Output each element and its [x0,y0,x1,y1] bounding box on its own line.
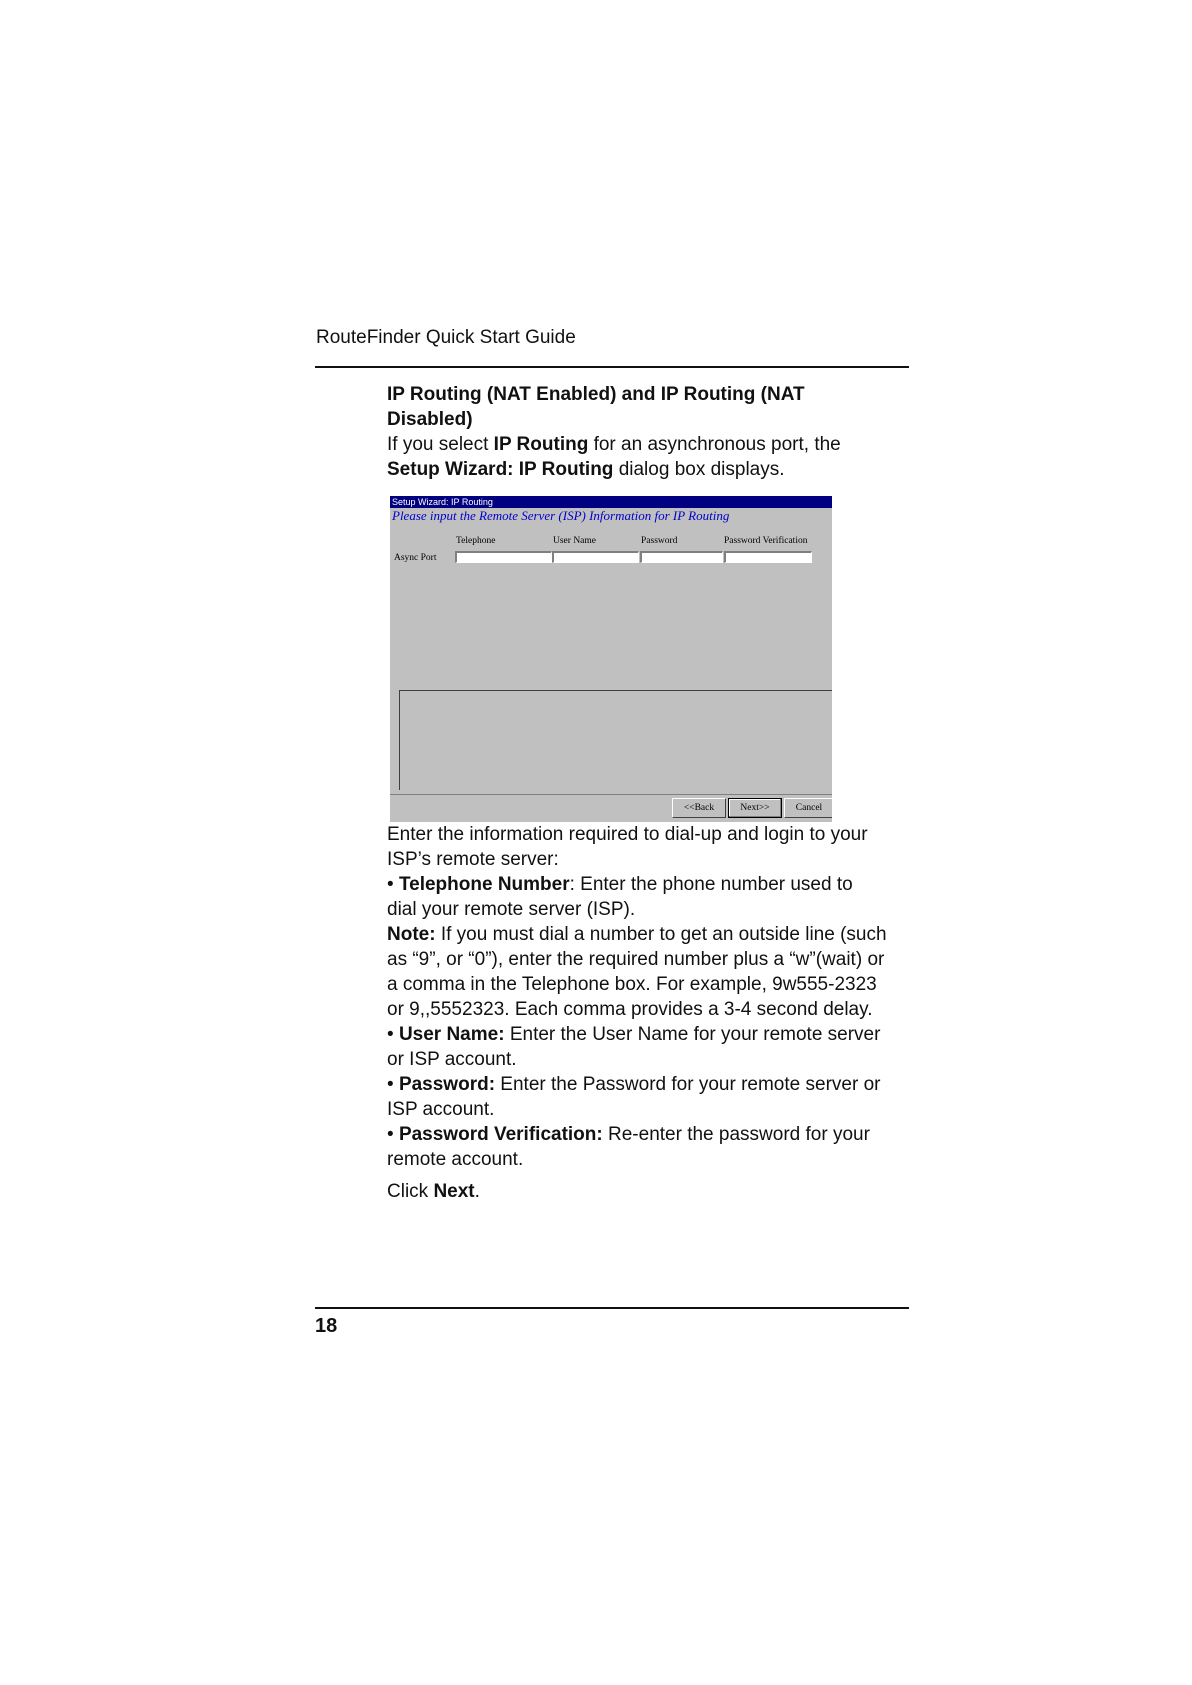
password-verification-item [387,1122,917,1172]
click-end: . [474,1181,480,1202]
telephone-field[interactable] [455,551,552,563]
section-heading-line2: Disabled) [387,409,473,430]
section-intro [387,432,917,482]
user-name-field[interactable] [552,551,639,563]
user-name-item [387,1022,917,1072]
click-next-instruction [387,1179,917,1204]
telephone-number-item [387,872,917,922]
intro-text: for an asynchronous port, the [588,434,841,455]
user-name-text: Enter the User Name for your remote server [504,1024,881,1045]
page-number: 18 [315,1315,338,1337]
dialog-info-panel [399,690,832,790]
column-label-telephone: Telephone [456,536,496,546]
next-button[interactable]: Next>> [728,798,782,818]
bullet: • [387,874,399,895]
note-line3: a comma in the Telephone box. For example, 9w555-2323 [387,974,877,995]
setup-wizard-dialog [390,496,832,822]
cancel-button[interactable]: Cancel [784,798,832,818]
password-verification-label: Password Verification: [398,1124,603,1145]
telephone-number-text-cont: dial your remote server (ISP). [387,899,636,920]
bullet: • [387,1074,399,1095]
bullet: • [387,1024,399,1045]
password-verification-text: Re-enter the password for your [602,1124,870,1145]
password-item [387,1072,917,1122]
header-divider [315,366,909,368]
click-text: Click [387,1181,434,1202]
bullet: • [387,1124,399,1145]
telephone-number-label: Telephone Number [398,874,570,895]
password-label: Password: [398,1074,496,1095]
user-name-text-cont: or ISP account. [387,1049,517,1070]
click-next-label: Next [433,1181,475,1202]
password-text-cont: ISP account. [387,1099,495,1120]
instructions-intro-line1: Enter the information required to dial-up and login to your [387,824,868,845]
row-label-async-port: Async Port [394,553,437,563]
telephone-number-text: : Enter the phone number used to [569,874,853,895]
password-verification-field[interactable] [724,551,812,563]
intro-text: dialog box displays. [613,459,785,480]
password-text: Enter the Password for your remote server or [495,1074,881,1095]
password-field[interactable] [640,551,723,563]
user-name-label: User Name: [398,1024,505,1045]
column-label-password: Password [641,536,678,546]
section-heading-line1: IP Routing (NAT Enabled) and IP Routing (NAT [387,384,805,405]
note-line2: as “9”, or “0”), enter the required number plus a “w”(wait) or [387,949,885,970]
note-line1: If you must dial a number to get an outside line (such [435,924,887,945]
dialog-prompt: Please input the Remote Server (ISP) Information for IP Routing [392,508,730,523]
note-label: Note: [387,924,436,945]
page-header-title: RouteFinder Quick Start Guide [316,327,576,348]
column-label-user-name: User Name [553,536,596,546]
dialog-divider [390,794,832,795]
dialog-title-bar: Setup Wizard: IP Routing [390,496,832,508]
section-heading [387,382,917,432]
password-verification-text-cont: remote account. [387,1149,524,1170]
intro-setup-wizard: Setup Wizard: IP Routing [387,459,614,480]
column-label-password-verification: Password Verification [724,536,808,546]
footer-divider [315,1307,909,1309]
instructions-intro [387,822,917,872]
note-line4: or 9,,5552323. Each comma provides a 3-4 second delay. [387,999,873,1020]
back-button[interactable]: <<Back [672,798,726,818]
note [387,922,917,1022]
instructions-intro-line2: ISP’s remote server: [387,849,559,870]
instructions-body [387,822,917,1204]
intro-ip-routing: IP Routing [493,434,589,455]
intro-text: If you select [387,434,494,455]
